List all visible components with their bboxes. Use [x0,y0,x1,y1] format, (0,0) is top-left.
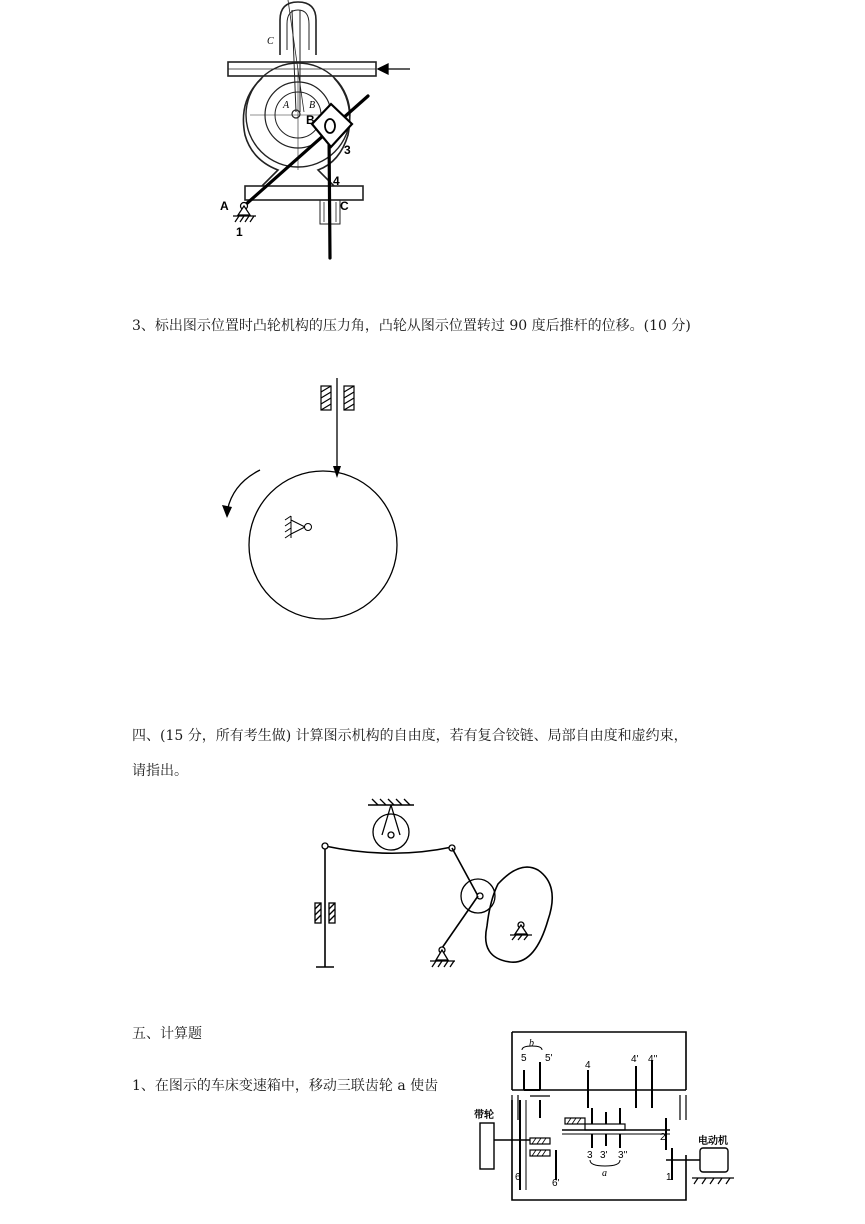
label-belt-pulley: 带轮 [474,1110,494,1121]
gear-label-b: b [529,1038,534,1049]
question-3-text: 3、标出图示位置时凸轮机构的压力角，凸轮从图示位置转过 90 度后推杆的位移。(10 分) [132,318,691,334]
gear-label-5-prime: 5' [545,1053,553,1064]
gear-label-6: 6 [515,1172,521,1183]
question-5-heading: 五、计算题 [132,1026,202,1042]
gear-label-3: 3 [587,1150,593,1161]
gear-label-4: 4 [585,1060,591,1071]
gear-label-4-prime: 4' [631,1054,639,1065]
label-C: C [340,199,349,213]
gear-label-4-double-prime: 4'' [648,1054,658,1065]
label-3: 3 [344,143,351,157]
label-A: A [220,199,229,213]
label-B: B [306,113,315,127]
gear-label-5: 5 [521,1053,527,1064]
label-c-small: C [267,36,274,47]
gear-label-3-double-prime: 3'' [618,1150,628,1161]
question-4-line-2: 请指出。 [132,763,188,779]
question-4-line-1: 四、(15 分，所有考生做) 计算图示机构的自由度，若有复合铰链、局部自由度和虚约束， [132,728,688,744]
gear-label-3-prime: 3' [600,1150,608,1161]
gear-label-2: 2 [660,1132,666,1143]
label-4: 4 [333,174,340,188]
label-1: 1 [236,225,243,239]
label-b-small: B [309,100,316,111]
label-motor: 电动机 [698,1136,728,1147]
gear-label-1: 1 [666,1172,672,1183]
question-5-1-text: 1、在图示的车床变速箱中，移动三联齿轮 a 使齿 [132,1078,439,1094]
gear-label-6-prime: 6' [552,1178,560,1189]
label-a-small: A [283,100,290,111]
gear-label-a: a [602,1168,607,1179]
figure-cam-lever-mechanism [0,0,865,300]
